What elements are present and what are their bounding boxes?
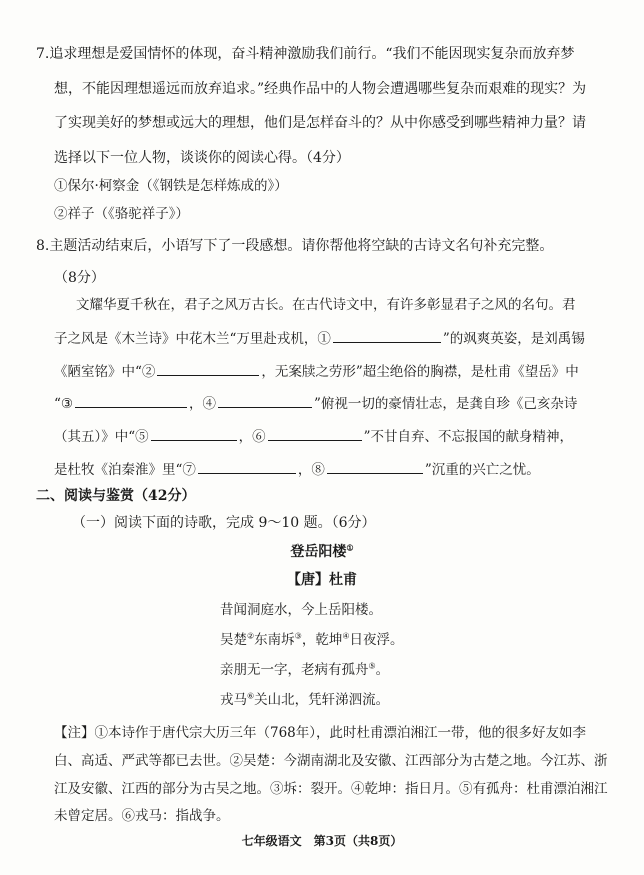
answer-blank-5[interactable]: [151, 426, 237, 441]
q8-text: ”不甘自弃、不忘报国的献身精神，: [363, 429, 574, 445]
q7-line-2: 想，不能因理想遥远而放弃追求。”经典作品中的人物会遭遇哪些复杂而艰难的现实？为: [54, 81, 587, 97]
poem-text: 吴楚: [220, 632, 247, 648]
answer-blank-4[interactable]: [218, 393, 312, 408]
answer-blank-7[interactable]: [198, 459, 296, 474]
note-marker: ④: [342, 631, 350, 641]
q8-text: 是杜牧《泊秦淮》里“⑦: [54, 462, 196, 478]
notes-line-2: 白、高适、严武等都已去世。②吴楚：今湖南湖北及安徽、江西部分为古楚之地。今江苏、浙: [54, 753, 608, 769]
q8-text: 《陋室铭》中“②: [54, 364, 156, 380]
notes-line-3: 江及安徽、江西的部分为古吴之地。③坼：裂开。④乾坤：指日月。⑤有孤舟：杜甫漂泊湘江: [54, 781, 608, 797]
section-subheading: （一）阅读下面的诗歌，完成 9～10 题。（6分）: [72, 515, 376, 531]
poem-title-note: ①: [346, 542, 354, 553]
poem-text: 。: [375, 662, 390, 678]
q8-para-line-2: [54, 328, 585, 349]
poem-title: [0, 542, 644, 562]
q8-para-line-6: [54, 459, 540, 480]
page-footer: 七年级语文 第3页（共8页）: [241, 834, 403, 848]
q8-text: ，⑧: [297, 462, 325, 478]
note-marker: ⑥: [247, 691, 255, 701]
answer-blank-6[interactable]: [268, 426, 362, 441]
poem-text: 日夜浮。: [349, 632, 404, 648]
note-marker: ⑤: [368, 661, 376, 671]
answer-blank-1[interactable]: [333, 328, 441, 343]
poem-line-2: [220, 630, 404, 650]
poem-line-4: [220, 690, 389, 710]
poem-title-text: 登岳阳楼: [290, 544, 347, 560]
notes-line-4: 未曾定居。⑥戎马：指战争。: [54, 808, 230, 824]
poem-line-3: [220, 660, 389, 680]
q8-text: “③: [54, 396, 74, 412]
q8-line-1: 8.主题活动结束后，小语写下了一段感想。请你帮他将空缺的古诗文名句补充完整。: [36, 238, 554, 254]
q8-text: 子之风是《木兰诗》中花木兰“万里赴戎机，①: [54, 331, 331, 347]
q7-line-3: 了实现美好的梦想或远大的理想，他们是怎样奋斗的？从中你感受到哪些精神力量？请: [54, 115, 586, 131]
q8-text: ，④: [189, 396, 217, 412]
note-marker: ③: [294, 631, 302, 641]
poem-text: 东南坼: [254, 632, 295, 648]
q8-para-line-5: [54, 426, 573, 447]
notes-line-1: 【注】①本诗作于唐代宗大历三年（768年），此时杜甫漂泊湘江一带，他的很多好友如李: [54, 725, 587, 741]
poem-line-1: 昔闻洞庭水，今上岳阳楼。: [220, 602, 382, 618]
poem-text: ，乾坤: [301, 632, 343, 648]
answer-blank-3[interactable]: [75, 393, 187, 408]
q8-para-line-1: 文耀华夏千秋在，君子之风万古长。在古代诗文中，有许多彰显君子之风的名句。君: [76, 297, 576, 313]
poem-author: 【唐】杜甫: [287, 572, 357, 588]
q8-text: ”沉重的兴亡之忧。: [424, 462, 540, 478]
answer-blank-2[interactable]: [157, 361, 259, 376]
poem-text: 亲朋无一字，老病有孤舟: [220, 662, 369, 678]
q7-option-2: ②祥子（《骆驼祥子》）: [54, 206, 189, 222]
q8-para-line-3: [54, 361, 579, 382]
q8-points: （8分）: [54, 270, 105, 286]
q7-option-1: ①保尔·柯察金（《钢铁是怎样炼成的》）: [54, 178, 288, 194]
section-heading: 二、阅读与鉴赏（42分）: [36, 488, 196, 504]
q7-line-1: 7.追求理想是爱国情怀的体现，奋斗精神激励我们前行。“我们不能因现实复杂而放弃梦: [36, 46, 575, 62]
q8-text: ”的飒爽英姿，是刘禹锡: [442, 331, 585, 347]
q8-text: ”俯视一切的豪情壮志，是龚自珍《己亥杂诗: [314, 396, 578, 412]
q8-para-line-4: [54, 393, 577, 414]
q8-text: ，无案牍之劳形”超尘绝俗的胸襟，是杜甫《望岳》中: [261, 364, 579, 380]
q7-line-4: 选择以下一位人物，谈谈你的阅读心得。（4分）: [54, 150, 350, 166]
q8-text: （其五）》中“⑤: [54, 429, 149, 445]
q8-text: ，⑥: [238, 429, 266, 445]
poem-text: 戎马: [220, 692, 247, 708]
note-marker: ②: [247, 631, 255, 641]
answer-blank-8[interactable]: [327, 459, 423, 474]
poem-text: 关山北，凭轩涕泗流。: [254, 692, 390, 708]
